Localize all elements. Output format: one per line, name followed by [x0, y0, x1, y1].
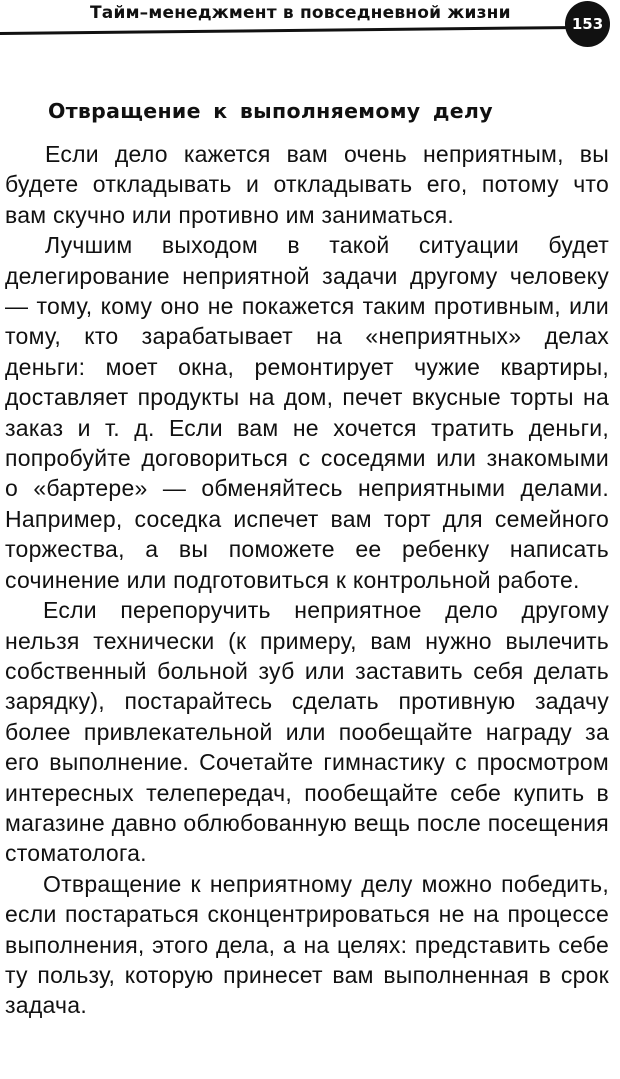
- paragraph-4: Отвращение к неприятному делу можно победить, если постараться сконцентрироваться не на процессе выполнения, этого дела, а на целях: представить себе ту пользу, которую принесет вам выполненная в срок задача.: [5, 870, 609, 1019]
- page-number-badge: 153: [565, 1, 610, 47]
- running-head-rule: [0, 26, 566, 35]
- body-text: [5, 139, 609, 1021]
- paragraph-2: Лучшим выходом в такой ситуации будет делегирование неприятной задачи другому человеку — тому, кому оно не покажется таким противным, или тому, кто зарабатывает на «неприятных» делах деньги: моет окна, ремонтирует чужие квартиры, доставляет продукты на дом, печет вкусные торты на заказ и т. д. Если вам не хочется тратить деньги, попробуйте договориться с соседями или знакомыми о «бартере» — обменяйтесь неприятными делами. Например, соседка испечет вам торт для семейного торжества, а вы поможете ее ребенку написать сочинение или подготовиться к контрольной работе.: [5, 232, 609, 593]
- paragraph-3: Если перепоручить неприятное дело другому нельзя технически (к примеру, вам нужно вылечить собственный больной зуб или заставить себя делать зарядку), постарайтесь сделать противную задачу более привлекательной или пообещайте награду за его выполнение. Сочетайте гимнастику с просмотром интересных телепередач, пообещайте себе купить в магазине давно облюбованную вещь после посещения стоматолога.: [5, 597, 609, 867]
- paragraph-1: Если дело кажется вам очень неприятным, вы будете откладывать и откладывать его, потому что вам скучно или противно им заниматься.: [5, 141, 609, 228]
- running-head: [0, 0, 620, 50]
- section-title: Отвращение к выполняемому делу: [48, 99, 493, 123]
- running-head-title: Тайм–менеджмент в повседневной жизни: [90, 3, 511, 23]
